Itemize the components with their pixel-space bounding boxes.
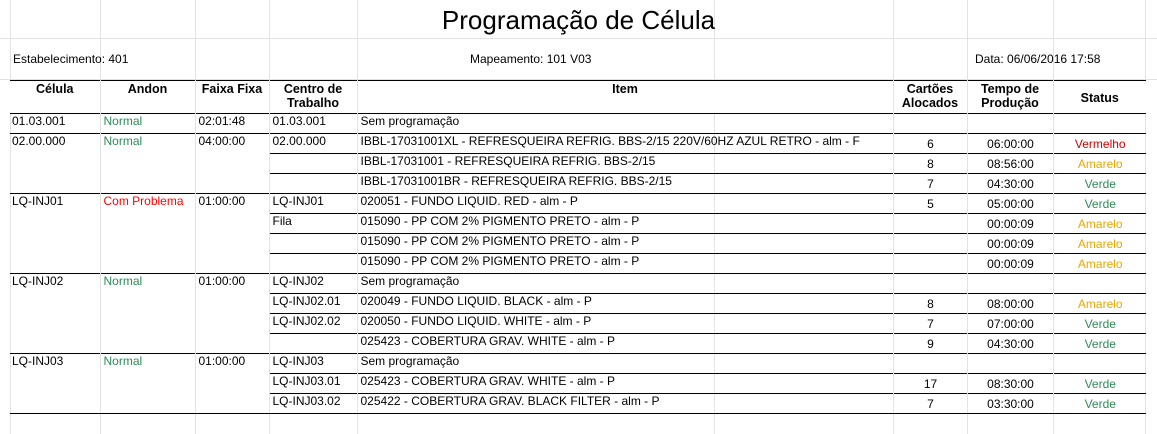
cell-centro: 02.00.000 [269,134,357,154]
cell-celula [10,214,100,234]
table-row [10,154,1146,174]
cell-celula [10,234,100,254]
table-row [10,194,1146,214]
table-row [10,294,1146,314]
cell-tempo: 08:00:00 [967,294,1053,314]
cell-cartoes [893,234,967,254]
header-celula: Célula [10,81,100,114]
cell-centro: LQ-INJ01 [269,194,357,214]
header-cartoes: Cartões Alocados [893,81,967,114]
cell-tempo: 05:00:00 [967,194,1053,214]
mapping-label: Mapeamento: 101 V03 [470,52,592,66]
cell-faixa [195,314,269,334]
cell-andon [100,214,195,234]
table-row [10,334,1146,354]
cell-status [1053,114,1146,134]
cell-centro [269,154,357,174]
cell-faixa [195,214,269,234]
cell-faixa [195,234,269,254]
table-row [10,314,1146,334]
cell-tempo: 04:30:00 [967,174,1053,194]
cell-schedule-table [10,80,1146,414]
cell-cartoes: 9 [893,334,967,354]
cell-item: 025422 - COBERTURA GRAV. BLACK FILTER - alm - P [357,394,893,414]
cell-tempo [967,274,1053,294]
cell-status: Amarelo [1053,254,1146,274]
cell-faixa: 01:00:00 [195,354,269,374]
cell-andon [100,174,195,194]
cell-item: Sem programação [357,354,893,374]
cell-andon [100,254,195,274]
cell-faixa [195,334,269,354]
cell-centro [269,234,357,254]
cell-item: Sem programação [357,274,893,294]
cell-andon [100,374,195,394]
cell-centro: LQ-INJ03.02 [269,394,357,414]
cell-andon: Normal [100,134,195,154]
cell-faixa: 01:00:00 [195,194,269,214]
cell-faixa [195,294,269,314]
cell-celula [10,174,100,194]
cell-item: 020051 - FUNDO LIQUID. RED - alm - P [357,194,893,214]
cell-centro: LQ-INJ03.01 [269,374,357,394]
table-row [10,234,1146,254]
cell-andon: Normal [100,114,195,134]
header-status: Status [1053,81,1146,114]
cell-andon [100,154,195,174]
cell-andon [100,334,195,354]
cell-centro: 01.03.001 [269,114,357,134]
cell-faixa [195,174,269,194]
cell-cartoes [893,254,967,274]
table-row [10,274,1146,294]
cell-cartoes [893,354,967,374]
cell-cartoes: 5 [893,194,967,214]
page-title: Programação de Célula [441,5,716,35]
cell-item: IBBL-17031001 - REFRESQUEIRA REFRIG. BBS-2/15 [357,154,893,174]
cell-centro [269,174,357,194]
cell-centro [269,334,357,354]
cell-celula: 02.00.000 [10,134,100,154]
table-header-row [10,81,1146,114]
cell-cartoes [893,274,967,294]
cell-item: 015090 - PP COM 2% PIGMENTO PRETO - alm - P [357,254,893,274]
cell-status [1053,274,1146,294]
cell-andon [100,234,195,254]
cell-cartoes: 7 [893,314,967,334]
cell-centro: LQ-INJ02.02 [269,314,357,334]
cell-item: 020049 - FUNDO LIQUID. BLACK - alm - P [357,294,893,314]
table-body [10,114,1146,414]
cell-cartoes [893,214,967,234]
cell-cartoes: 7 [893,394,967,414]
cell-cartoes: 8 [893,294,967,314]
cell-tempo: 00:00:09 [967,214,1053,234]
cell-status: Verde [1053,394,1146,414]
cell-cartoes: 8 [893,154,967,174]
cell-andon: Normal [100,354,195,374]
cell-tempo: 00:00:09 [967,254,1053,274]
cell-faixa: 02:01:48 [195,114,269,134]
cell-celula [10,294,100,314]
cell-tempo [967,354,1053,374]
cell-status: Verde [1053,334,1146,354]
header-centro-trabalho: Centro de Trabalho [269,81,357,114]
cell-tempo [967,114,1053,134]
cell-centro: LQ-INJ02.01 [269,294,357,314]
cell-status [1053,354,1146,374]
cell-status: Amarelo [1053,214,1146,234]
cell-item: 020050 - FUNDO LIQUID. WHITE - alm - P [357,314,893,334]
cell-cartoes: 6 [893,134,967,154]
cell-status: Verde [1053,314,1146,334]
table-row [10,254,1146,274]
cell-faixa [195,394,269,414]
cell-centro: LQ-INJ03 [269,354,357,374]
cell-tempo: 00:00:09 [967,234,1053,254]
cell-status: Amarelo [1053,294,1146,314]
cell-faixa: 04:00:00 [195,134,269,154]
cell-tempo: 06:00:00 [967,134,1053,154]
cell-item: IBBL-17031001XL - REFRESQUEIRA REFRIG. BBS-2/15 220V/60HZ AZUL RETRO - alm - F [357,134,893,154]
cell-tempo: 08:30:00 [967,374,1053,394]
cell-tempo: 08:56:00 [967,154,1053,174]
cell-celula [10,394,100,414]
cell-item: 015090 - PP COM 2% PIGMENTO PRETO - alm - P [357,234,893,254]
cell-celula: LQ-INJ03 [10,354,100,374]
cell-tempo: 03:30:00 [967,394,1053,414]
cell-status: Amarelo [1053,154,1146,174]
table-row [10,174,1146,194]
cell-centro [269,254,357,274]
cell-celula [10,334,100,354]
header-andon: Andon [100,81,195,114]
table-row [10,114,1146,134]
table-row [10,214,1146,234]
cell-celula [10,154,100,174]
cell-status: Amarelo [1053,234,1146,254]
cell-status: Verde [1053,194,1146,214]
cell-celula [10,254,100,274]
cell-status: Verde [1053,174,1146,194]
cell-item: Sem programação [357,114,893,134]
cell-faixa: 01:00:00 [195,274,269,294]
cell-celula: 01.03.001 [12,114,66,128]
table-row [10,354,1146,374]
cell-andon: Com Problema [100,194,195,214]
cell-centro: LQ-INJ02 [269,274,357,294]
cell-cartoes: 17 [893,374,967,394]
cell-andon [100,314,195,334]
cell-item: 015090 - PP COM 2% PIGMENTO PRETO - alm - P [357,214,893,234]
table-row [10,374,1146,394]
cell-faixa [195,374,269,394]
cell-celula [10,314,100,334]
table-row [10,394,1146,414]
establishment-label: Estabelecimento: 401 [13,52,129,66]
cell-faixa [195,254,269,274]
cell-tempo: 07:00:00 [967,314,1053,334]
header-item: Item [357,81,893,114]
cell-celula: LQ-INJ02 [10,274,100,294]
cell-tempo: 04:30:00 [967,334,1053,354]
date-label: Data: 06/06/2016 17:58 [975,52,1101,66]
cell-cartoes [893,114,967,134]
cell-andon [100,394,195,414]
cell-item: IBBL-17031001BR - REFRESQUEIRA REFRIG. BBS-2/15 [357,174,893,194]
cell-status: Vermelho [1053,134,1146,154]
header-tempo: Tempo de Produção [967,81,1053,114]
cell-celula: LQ-INJ01 [10,194,100,214]
header-faixa-fixa: Faixa Fixa [195,81,269,114]
cell-status: Verde [1053,374,1146,394]
cell-andon [100,294,195,314]
table-row [10,134,1146,154]
cell-andon: Normal [100,274,195,294]
cell-faixa [195,154,269,174]
cell-item: 025423 - COBERTURA GRAV. WHITE - alm - P [357,334,893,354]
cell-celula [10,374,100,394]
cell-item: 025423 - COBERTURA GRAV. WHITE - alm - P [357,374,893,394]
cell-cartoes: 7 [893,174,967,194]
cell-centro: Fila [269,214,357,234]
